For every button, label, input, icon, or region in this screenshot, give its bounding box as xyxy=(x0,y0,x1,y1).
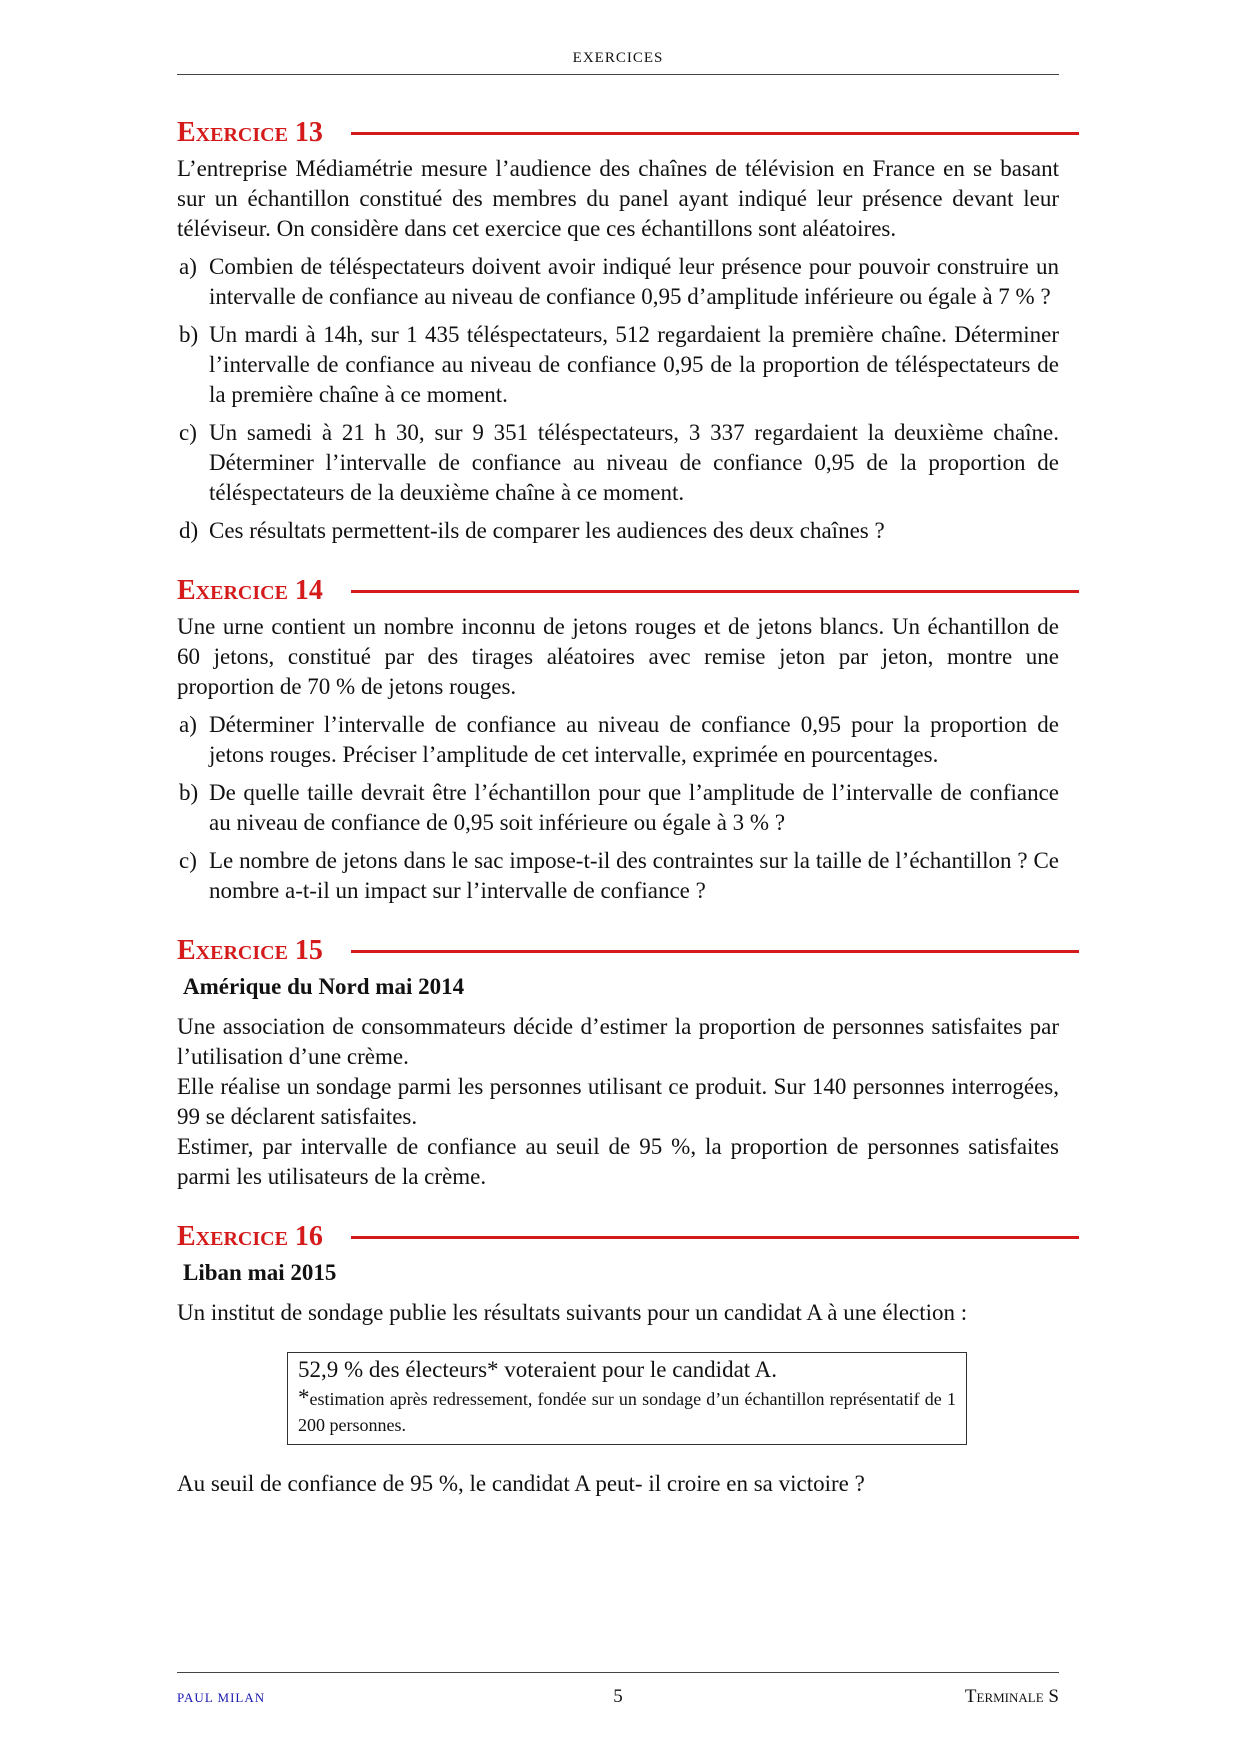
question-item xyxy=(177,846,1059,906)
question-label: a) xyxy=(179,254,197,279)
exercise-15-title: Exercice 15 xyxy=(177,935,323,966)
exercise-13-intro: L’entreprise Médiamétrie mesure l’audience des chaînes de télévision en France en se basant sur un échantillon constitué des membres du panel ayant indiqué leur présence devant leur téléviseur. On considère dans cet exercice que ces échantillons sont aléatoires. xyxy=(177,156,1059,241)
footer-level: Terminale S xyxy=(964,1686,1059,1707)
page-header: EXERCICES xyxy=(572,50,664,66)
question-label: c) xyxy=(179,420,197,445)
footer-rule xyxy=(177,1672,1059,1673)
exercise-13 xyxy=(177,118,1059,546)
question-label: b) xyxy=(179,322,199,347)
question-label: b) xyxy=(179,780,199,805)
question-item xyxy=(177,710,1059,770)
exercise-title xyxy=(177,118,1059,148)
page-number: 5 xyxy=(613,1686,623,1707)
question-text: Le nombre de jetons dans le sac impose-t-il des contraintes sur la taille de l’échantillon ? Ce nombre a-t-il un impact sur l’intervalle de confiance ? xyxy=(209,848,1059,903)
exercise-title xyxy=(177,936,1059,966)
exercise-14-title: Exercice 14 xyxy=(177,575,323,606)
exercise-16-question: Au seuil de confiance de 95 %, le candidat A peut- il croire en sa victoire ? xyxy=(177,1471,865,1496)
question-label: d) xyxy=(179,518,199,543)
question-item xyxy=(177,516,1059,546)
exercise-16 xyxy=(177,1222,1059,1499)
question-label: c) xyxy=(179,848,197,873)
question-label: a) xyxy=(179,712,197,737)
question-item xyxy=(177,418,1059,508)
exercise-title xyxy=(177,576,1059,606)
exercise-14-questions xyxy=(177,710,1059,906)
question-text: De quelle taille devrait être l’échantillon pour que l’amplitude de l’intervalle de confiance au niveau de confiance de 0,95 soit inférieure ou égale à 3 % ? xyxy=(209,780,1059,835)
page-footer xyxy=(177,1686,1059,1710)
title-rule xyxy=(351,950,1079,953)
exercise-15 xyxy=(177,936,1059,1192)
header-rule xyxy=(177,74,1059,75)
title-rule xyxy=(351,1236,1079,1239)
exercise-13-questions xyxy=(177,252,1059,546)
title-rule xyxy=(351,590,1079,593)
footnote-star: * xyxy=(298,1385,310,1410)
exercise-15-source: Amérique du Nord mai 2014 xyxy=(183,974,465,999)
exercise-13-title: Exercice 13 xyxy=(177,117,323,148)
exercise-14 xyxy=(177,576,1059,906)
exercise-title xyxy=(177,1222,1059,1252)
page-content xyxy=(177,118,1059,1529)
exercise-15-line: Elle réalise un sondage parmi les personnes utilisant ce produit. Sur 140 personnes interrogées, 99 se déclarent satisfaites. xyxy=(177,1074,1059,1129)
footer-author: PAUL MILAN xyxy=(177,1690,266,1705)
exercise-15-line: Une association de consommateurs décide d’estimer la proportion de personnes satisfaites par l’utilisation d’une crème. xyxy=(177,1014,1059,1069)
question-text: Ces résultats permettent-ils de comparer les audiences des deux chaînes ? xyxy=(209,518,885,543)
title-rule xyxy=(351,132,1079,135)
question-text: Combien de téléspectateurs doivent avoir indiqué leur présence pour pouvoir construire un intervalle de confiance au niveau de confiance 0,95 d’amplitude inférieure ou égale à 7 % ? xyxy=(209,254,1059,309)
exercise-16-title: Exercice 16 xyxy=(177,1221,323,1252)
exercise-16-intro: Un institut de sondage publie les résultats suivants pour un candidat A à une élection : xyxy=(177,1300,968,1325)
question-item xyxy=(177,320,1059,410)
poll-result-main: 52,9 % des électeurs* voteraient pour le candidat A. xyxy=(298,1357,778,1382)
question-text: Un mardi à 14h, sur 1 435 téléspectateurs, 512 regardaient la première chaîne. Déterminer l’intervalle de confiance au niveau de confiance 0,95 de la proportion de téléspectateurs de la première chaîne à ce moment. xyxy=(209,322,1059,407)
exercise-15-line: Estimer, par intervalle de confiance au seuil de 95 %, la proportion de personnes satisfaites parmi les utilisateurs de la crème. xyxy=(177,1134,1059,1189)
poll-result-note xyxy=(298,1385,956,1438)
poll-result-box xyxy=(287,1352,967,1445)
question-item xyxy=(177,778,1059,838)
question-item xyxy=(177,252,1059,312)
footnote-text: estimation après redressement, fondée sur un sondage d’un échantillon représentatif de 1 200 personnes. xyxy=(298,1389,956,1435)
exercise-16-source: Liban mai 2015 xyxy=(183,1260,337,1285)
exercise-14-intro: Une urne contient un nombre inconnu de jetons rouges et de jetons blancs. Un échantillon de 60 jetons, constitué par des tirages aléatoires avec remise jeton par jeton, montre une proportion de 70 % de jetons rouges. xyxy=(177,614,1059,699)
question-text: Un samedi à 21 h 30, sur 9 351 téléspectateurs, 3 337 regardaient la deuxième chaîne. Déterminer l’intervalle de confiance au niveau de confiance 0,95 de la proportion de téléspectateurs de la deuxième chaîne à ce moment. xyxy=(209,420,1059,505)
question-text: Déterminer l’intervalle de confiance au niveau de confiance 0,95 pour la proportion de jetons rouges. Préciser l’amplitude de cet intervalle, exprimée en pourcentages. xyxy=(209,712,1059,767)
